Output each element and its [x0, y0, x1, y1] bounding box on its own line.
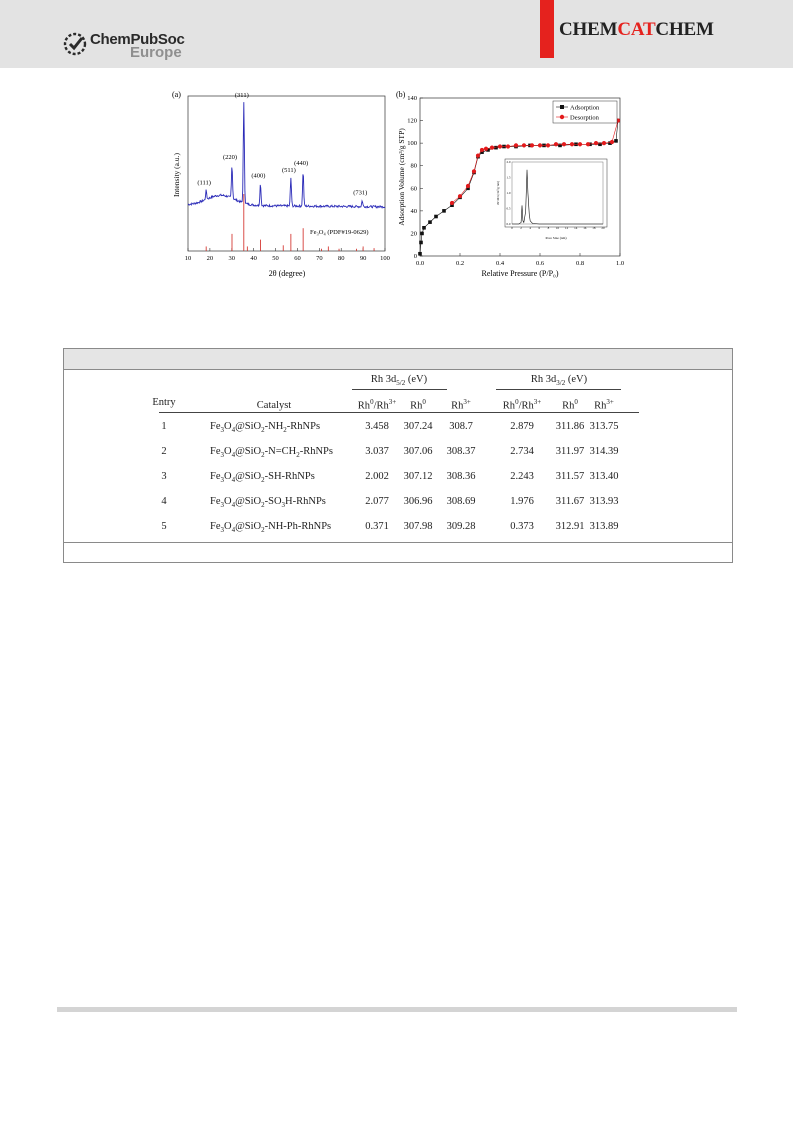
table-cell-value: 3.037 [365, 446, 389, 457]
xrd-ylabel: Intensity (a.u.) [172, 153, 181, 197]
xrd-xlabel: 2θ (degree) [268, 269, 306, 278]
bet-ylabel: Adsorption Volume (cm³/g STP) [397, 128, 406, 226]
xrd-peak-label: (311) [234, 91, 249, 99]
table-cell-value: 313.40 [589, 471, 619, 482]
publisher-name: ChemPubSoc [90, 31, 185, 48]
chempubsoc-logo-icon [62, 31, 88, 57]
bet-point-desorption [602, 141, 606, 145]
xrd-peak-labels [197, 92, 367, 197]
header-rh3-32: $Rh^{3+}$ [594, 398, 614, 412]
bet-point-desorption [450, 201, 454, 205]
inset-x-tick-label: 12 [565, 226, 569, 230]
group-rule-2 [496, 389, 621, 390]
table-cell-catalyst: $Fe_3O_4@SiO_2-NH_2$-RhNPs [210, 421, 321, 435]
bet-point-desorption [490, 146, 494, 150]
table-cell-catalyst: $Fe_3O_4@SiO_2-N=CH_2$-RhNPs [210, 446, 333, 460]
xrd-peak-label: (220) [222, 154, 238, 162]
inset-x-tick-label: 8 [547, 226, 550, 230]
header-ratio-32: $Rh^0/Rh^{3+}$ [502, 398, 542, 412]
table-cell-value: 307.98 [403, 521, 433, 532]
bet-point-desorption [562, 142, 566, 146]
table-cell-value: 307.24 [403, 421, 433, 432]
xrd-x-tick-label: 20 [206, 255, 214, 262]
legend-desorption-label: Desorption [570, 114, 599, 122]
bet-x-tick-label: 0.4 [495, 260, 505, 267]
table-cell-value: 314.39 [589, 446, 619, 457]
table-cell-value: 306.96 [403, 496, 433, 507]
bet-point-adsorption [428, 220, 432, 224]
bet-xlabel: Relative Pressure (P/P₀) [481, 269, 559, 278]
panel-b-label: (b) [396, 90, 406, 99]
header-catalyst: Catalyst [256, 400, 292, 411]
bet-point-desorption [610, 140, 614, 144]
inset-x-tick-label: 0 [511, 226, 513, 230]
table-cell-value: 308.69 [446, 496, 476, 507]
bet-y-tick-label: 100 [407, 140, 417, 148]
table-cell-value: 309.28 [446, 521, 476, 532]
table-cell-entry: 5 [161, 521, 167, 532]
table-cell-value: 313.75 [589, 421, 619, 432]
table-cell-value: 308.36 [446, 471, 476, 482]
bet-x-tick-label: 0.8 [575, 260, 585, 267]
xrd-reference-label: Fe₃O₄ (PDF#19-0629) [310, 229, 369, 236]
inset-y-tick-label: 1.5 [506, 175, 511, 180]
inset-x-tick-label: 10 [555, 226, 560, 230]
legend-adsorption-label: Adsorption [570, 104, 600, 112]
table-cell-value: 308.37 [446, 446, 476, 457]
table-cell-value: 0.373 [510, 521, 534, 532]
xrd-peak-label: (400) [251, 172, 266, 180]
bet-point-desorption [514, 143, 518, 147]
inset-frame [505, 159, 607, 227]
bet-point-desorption [472, 169, 476, 173]
bet-y-tick-label: 80 [410, 162, 417, 170]
table-cell-value: 2.879 [510, 421, 534, 432]
table-caption-bar [64, 349, 732, 370]
inset-x-tick-label: 20 [601, 226, 605, 230]
inset-x-tick-label: 4 [529, 226, 531, 230]
xrd-peak-label: (511) [281, 166, 296, 174]
table-cell-value: 311.57 [555, 471, 585, 482]
bet-point-desorption [570, 142, 574, 146]
bet-point-adsorption [422, 226, 426, 230]
xrd-x-tick-label: 30 [228, 255, 236, 262]
publisher-logo [62, 28, 222, 64]
bet-y-tick-label: 60 [410, 185, 417, 193]
bet-point-desorption [484, 147, 488, 151]
inset-y-tick-label: 0.5 [506, 206, 511, 211]
page-header [0, 0, 793, 68]
bet-x-tick-label: 0.2 [455, 260, 465, 267]
bet-y-tick-label: 120 [407, 117, 417, 125]
table-cell-value: 311.97 [555, 446, 585, 457]
bet-point-desorption [498, 144, 502, 148]
inset-x-tick-label: 16 [583, 226, 587, 230]
legend-adsorption-marker [560, 105, 564, 109]
xrd-peak-label: (440) [294, 160, 309, 168]
table-cell-value: 313.93 [589, 496, 619, 507]
panel-a-label: (a) [172, 90, 181, 99]
bet-y-tick-label: 140 [407, 95, 417, 102]
xrd-x-tick-label: 50 [272, 255, 279, 262]
header-rule [159, 412, 639, 413]
table-cell-catalyst: $Fe_3O_4@SiO_2-SH$-RhNPs [210, 471, 315, 485]
bet-point-desorption [586, 142, 590, 146]
inset-ylabel: dV/dD (cm³/g·nm) [496, 180, 500, 206]
bet-legend [553, 101, 617, 123]
footer-bar [57, 1007, 737, 1012]
bet-point-desorption [538, 143, 542, 147]
figure-xrd-bet [170, 84, 630, 294]
bet-point-adsorption [434, 215, 438, 219]
group-header-rh-3d32: Rh $3d_{3/2}$ (eV) [530, 374, 588, 388]
xrd-x-tick-label: 80 [337, 255, 345, 262]
inset-x-tick-label: 6 [538, 226, 541, 230]
xps-table [63, 348, 733, 563]
bet-y-tick-label: 40 [410, 207, 417, 215]
journal-title: CHEMCATCHEM [559, 19, 714, 40]
bet-point-desorption [480, 148, 484, 152]
bet-x-tick-label: 0.6 [535, 260, 545, 267]
inset-y-tick-label: 0.0 [506, 222, 511, 226]
table-cell-value: 312.91 [555, 521, 585, 532]
header-entry: Entry [152, 397, 176, 408]
bet-x-tick-label: 0.0 [415, 260, 425, 267]
xrd-x-tick-label: 100 [380, 255, 390, 262]
bet-point-adsorption [420, 232, 424, 236]
table-cell-catalyst: $Fe_3O_4@SiO_2-SO_3H$-RhNPs [210, 496, 326, 510]
inset-x-tick-label: 14 [574, 226, 578, 230]
xrd-x-tick-label: 10 [184, 255, 192, 262]
table-cell-value: 1.976 [510, 496, 534, 507]
bet-point-desorption [578, 142, 582, 146]
bet-point-desorption [522, 143, 526, 147]
inset-y-tick-label: 1.0 [506, 191, 511, 195]
bet-point-desorption [458, 194, 462, 198]
table-cell-value: 313.89 [589, 521, 619, 532]
xrd-x-tick-label: 70 [316, 255, 323, 262]
group-header-rh-3d52: Rh $3d_{5/2}$ (eV) [370, 374, 428, 388]
bet-point-desorption [476, 153, 480, 157]
bet-point-adsorption [418, 252, 422, 256]
table-cell-catalyst: $Fe_3O_4@SiO_2-NH-Ph$-RhNPs [210, 521, 332, 535]
inset-x-tick-label: 18 [592, 226, 596, 230]
inset-xlabel: Pore Size (nm) [545, 236, 567, 240]
header-rh0-52: Rh$^0$ [410, 398, 426, 412]
bet-point-adsorption [419, 241, 423, 245]
header-rh0-32: Rh$^0$ [562, 398, 578, 412]
header-ratio-52: $Rh^0/Rh^{3+}$ [357, 398, 397, 412]
legend-desorption-marker [560, 115, 564, 119]
group-rule-1 [352, 389, 447, 390]
bet-point-adsorption [442, 209, 446, 213]
table-footer-rule [64, 542, 732, 543]
bet-point-desorption [530, 143, 534, 147]
table-cell-value: 311.67 [555, 496, 585, 507]
bet-point-desorption [546, 143, 550, 147]
header-rh3-52: $Rh^{3+}$ [451, 398, 471, 412]
xrd-x-tick-label: 90 [359, 255, 367, 262]
inset-x-tick-label: 2 [520, 226, 522, 230]
table-cell-value: 2.243 [510, 471, 534, 482]
journal-color-tab [540, 0, 554, 58]
table-cell-value: 2.077 [365, 496, 389, 507]
table-cell-entry: 4 [161, 496, 167, 507]
bet-point-desorption [594, 141, 598, 145]
bet-point-adsorption [614, 139, 618, 143]
inset-y-tick-label: 2.0 [506, 160, 511, 164]
xrd-peak-label: (731) [353, 189, 368, 197]
xrd-peak-label: (111) [197, 179, 211, 187]
table-cell-value: 0.371 [365, 521, 389, 532]
bet-x-tick-label: 1.0 [615, 260, 625, 267]
bet-point-desorption [554, 142, 558, 146]
table-cell-value: 2.002 [365, 471, 389, 482]
table-cell-value: 307.06 [403, 446, 433, 457]
xrd-x-tick-label: 40 [250, 255, 257, 262]
bet-point-desorption [506, 144, 510, 148]
table-cell-entry: 2 [161, 446, 167, 457]
table-cell-value: 3.458 [365, 421, 389, 432]
bet-point-desorption [466, 184, 470, 188]
bet-y-tick-label: 20 [410, 230, 417, 238]
table-cell-entry: 1 [161, 421, 167, 432]
xrd-x-tick-label: 60 [294, 255, 301, 262]
bet-y-tick-label: 0 [413, 253, 417, 260]
table-cell-value: 308.7 [449, 421, 473, 432]
table-cell-value: 307.12 [403, 471, 433, 482]
table-cell-value: 311.86 [555, 421, 585, 432]
publisher-region: Europe [130, 44, 182, 61]
table-cell-value: 2.734 [510, 446, 534, 457]
bet-point-adsorption [494, 146, 498, 150]
xrd-x-ticks [185, 248, 390, 262]
table-cell-entry: 3 [161, 471, 167, 482]
